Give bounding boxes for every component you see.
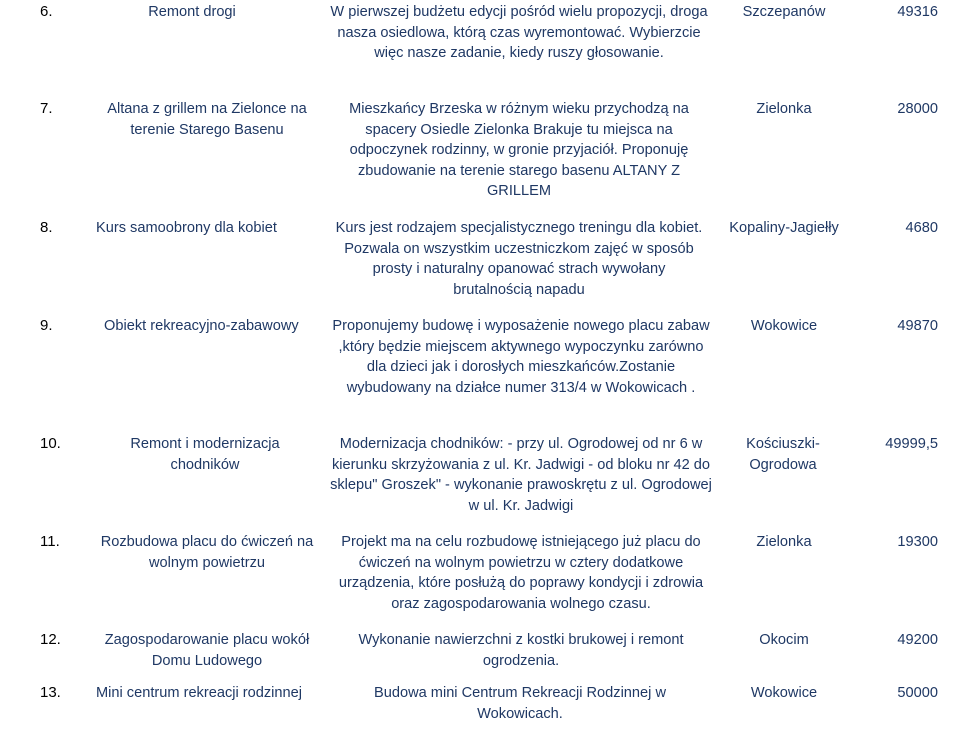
row-number: 11. [40,533,60,550]
project-title: Kurs samoobrony dla kobiet [96,220,277,236]
project-location: Zielonka [756,534,812,550]
project-location: Okocim [759,632,809,648]
project-description: Mieszkańcy Brzeska w różnym wieku przychodzą na spacery Osiedle Zielonka Brakuje tu miejsca na odpoczynek rodzinny, w gronie przyjaciół. Proponuję zbudowanie na terenie starego basenu ALTANY Z GRILLEM [349,101,689,199]
row-number: 8. [40,219,53,236]
project-amount: 19300 [897,534,938,550]
row-number: 6. [40,3,53,20]
project-amount: 49200 [897,632,938,648]
project-description: W pierwszej budżetu edycji pośród wielu propozycji, droga nasza osiedlowa, którą czas wyremontować. Wybierzcie więc nasze zadanie, kiedy ruszy głosowanie. [330,4,708,61]
project-amount: 28000 [897,101,938,117]
project-amount: 49999,5 [885,436,938,452]
project-description: Wykonanie nawierzchni z kostki brukowej i remont ogrodzenia. [358,632,684,669]
project-location: Wokowice [750,318,818,334]
project-location: Szczepanów [742,4,826,20]
project-location: Zielonka [756,101,812,117]
row-number: 7. [40,100,53,117]
project-title: Altana z grillem na Zielonce na terenie Starego Basenu [107,101,307,138]
project-amount: 49870 [897,318,938,334]
project-title: Zagospodarowanie placu wokół Domu Ludowego [104,632,310,669]
project-title: Remont drogi [148,4,236,20]
project-title: Remont i modernizacja chodników [130,436,280,473]
row-number: 9. [40,317,53,334]
project-description: Projekt ma na celu rozbudowę istniejącego już placu do ćwiczeń na wolnym powietrzu w cztery dodatkowe urządzenia, które posłużą do poprawy kondycji i zdrowia oraz zagospodarowania wolnego czasu. [338,534,704,612]
project-description: Modernizacja chodników: - przy ul. Ogrodowej od nr 6 w kierunku skrzyżowania z ul. Kr. Jadwigi - od bloku nr 42 do sklepu" Groszek" - wykonanie prawoskrętu z ul. Ogrodowej w ul. Kr. Jadwigi [330,436,712,514]
project-location: Kopaliny-Jagiełły [729,220,839,236]
project-location: Kościuszki-Ogrodowa [746,436,820,473]
project-description: Budowa mini Centrum Rekreacji Rodzinnej w Wokowicach. [374,685,666,722]
project-amount: 4680 [905,220,938,236]
project-title: Rozbudowa placu do ćwiczeń na wolnym powietrzu [100,534,314,571]
row-number: 12. [40,631,61,648]
project-description: Proponujemy budowę i wyposażenie nowego placu zabaw ,który będzie miejscem aktywnego wypoczynku zarówno dla dzieci jak i dorosłych mieszkańców.Zostanie wybudowany na działce numer 313/4 w Wokowicach . [332,318,710,396]
project-location: Wokowice [750,685,818,701]
project-description: Kurs jest rodzajem specjalistycznego treningu dla kobiet. Pozwala on wszystkim uczestniczkom zajęć w sposób prosty i naturalny opanować strach wywołany brutalnością napadu [335,220,703,298]
project-title: Mini centrum rekreacji rodzinnej [96,685,303,701]
project-amount: 50000 [897,685,938,701]
row-number: 10. [40,435,61,452]
row-number: 13. [40,684,61,701]
project-title: Obiekt rekreacyjno-zabawowy [104,318,299,334]
project-amount: 49316 [897,4,938,20]
